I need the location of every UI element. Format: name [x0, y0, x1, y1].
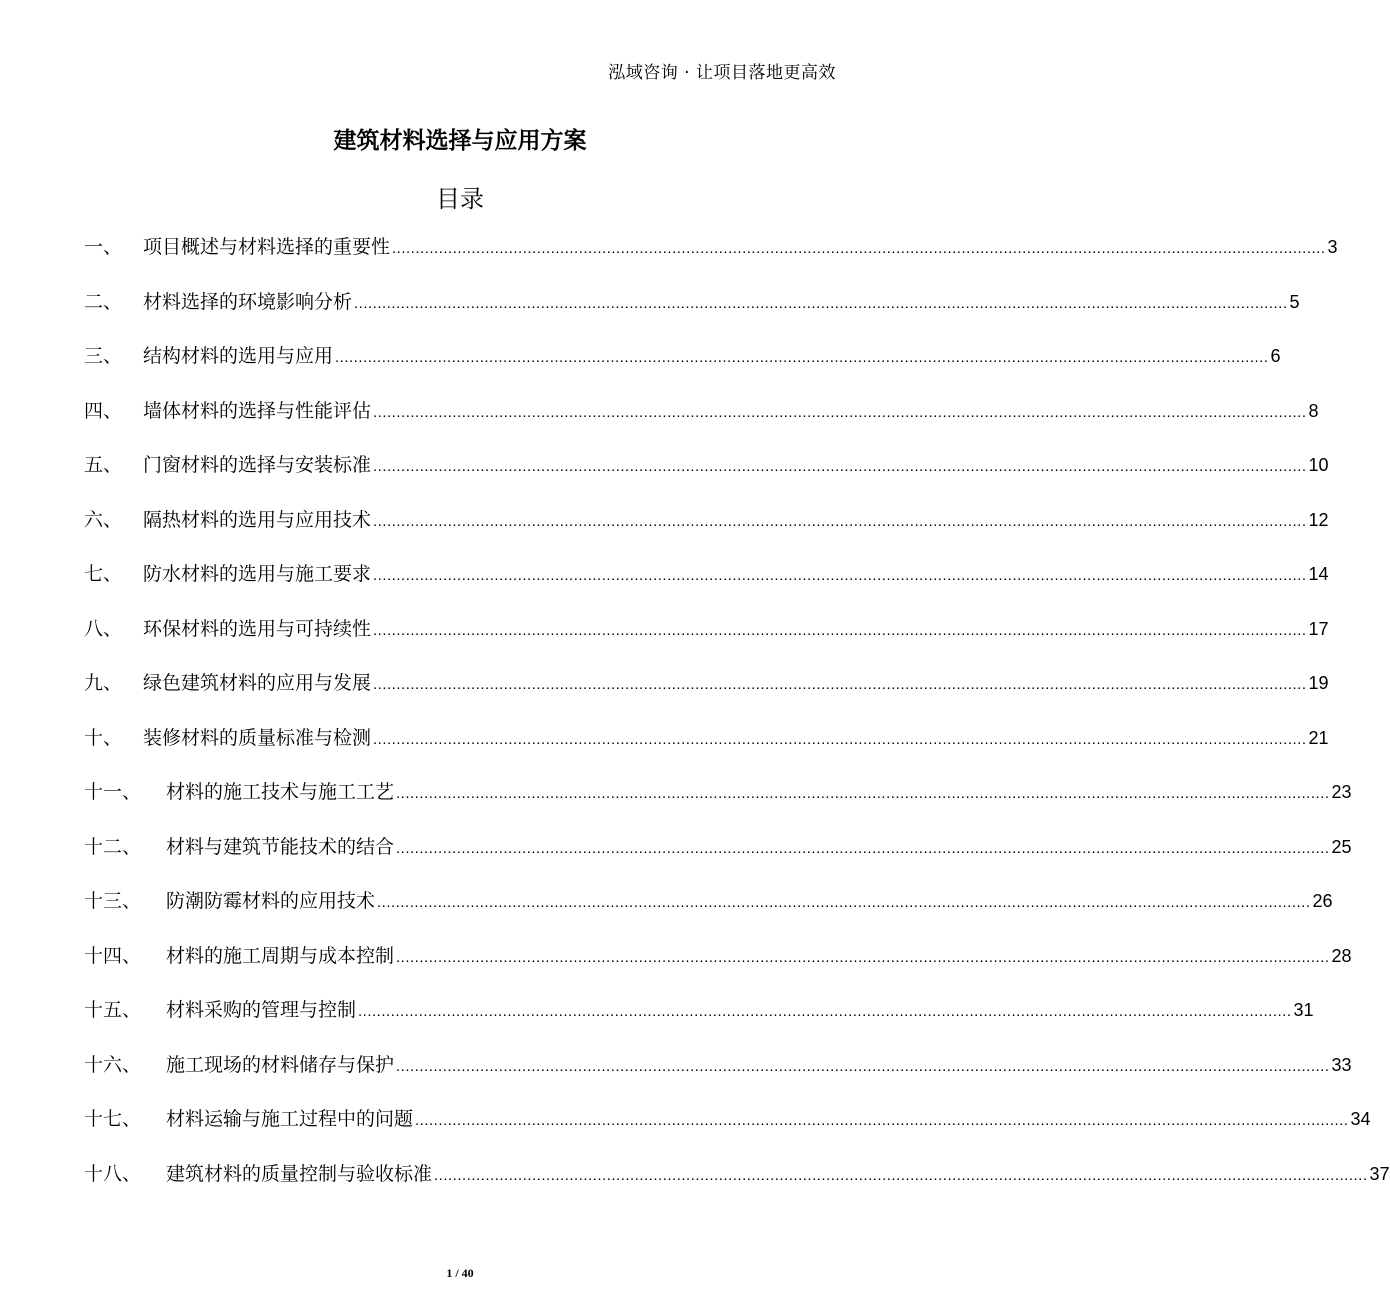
toc-dot-leader: ........................................................................................................................................................................................................ [396, 948, 1330, 966]
toc-entry[interactable] [84, 396, 1319, 451]
toc-entry-title: 建筑材料的质量控制与验收标准 [166, 1162, 433, 1185]
toc-dot-leader: ........................................................................................................................................................................................................ [377, 894, 1311, 911]
toc-entry-number: 四、 [84, 399, 123, 422]
toc-entry-title: 施工现场的材料储存与保护 [166, 1053, 395, 1076]
toc-dot-leader: ........................................................................................................................................................................................................ [373, 621, 1307, 639]
toc-entry-number: 九、 [84, 672, 123, 694]
toc-entry-title: 材料的施工周期与成本控制 [166, 944, 395, 967]
toc-dot-leader: ........................................................................................................................................................................................................ [396, 839, 1330, 857]
toc-entry-number: 十六、 [84, 1053, 142, 1076]
toc-entry-page: 23 [1331, 782, 1352, 802]
toc-entry-page: 17 [1308, 618, 1329, 639]
toc-entry-title: 项目概述与材料选择的重要性 [143, 236, 391, 258]
toc-entry-page: 28 [1331, 945, 1352, 966]
toc-entry[interactable] [84, 777, 1352, 832]
toc-entry-title: 绿色建筑材料的应用与发展 [143, 672, 372, 694]
toc-entry-title: 门窗材料的选择与安装标准 [143, 454, 372, 476]
toc-entry-title: 隔热材料的选用与应用技术 [143, 508, 372, 531]
toc-entry[interactable] [84, 886, 1333, 941]
toc-entry-page: 14 [1308, 564, 1329, 584]
toc-dot-leader: ........................................................................................................................................................................................................ [373, 458, 1307, 475]
toc-entry-number: 八、 [84, 617, 123, 640]
toc-entry-page: 21 [1308, 727, 1329, 748]
toc-entry-page: 26 [1312, 891, 1333, 911]
toc-entry-page: 5 [1289, 291, 1300, 312]
toc-entry[interactable] [84, 1050, 1352, 1105]
toc-entry[interactable] [84, 723, 1329, 778]
toc-entry[interactable] [84, 232, 1338, 287]
toc-dot-leader: ........................................................................................................................................................................................................ [373, 676, 1307, 693]
toc-entry-title: 墙体材料的选择与性能评估 [143, 399, 372, 422]
toc-entry-title: 材料采购的管理与控制 [166, 999, 357, 1021]
toc-entry[interactable] [84, 450, 1329, 505]
toc-entry-number: 一、 [84, 236, 123, 258]
company-slogan: 泓域咨询 · 让项目落地更高效 [608, 63, 836, 83]
toc-entry-number: 二、 [84, 290, 123, 313]
toc-entry-page: 31 [1293, 1000, 1314, 1020]
toc-entry-number: 五、 [84, 454, 123, 476]
toc-entry-title: 材料与建筑节能技术的结合 [166, 835, 395, 858]
toc-heading: 目录 [436, 185, 484, 213]
toc-dot-leader: ........................................................................................................................................................................................................ [373, 730, 1307, 748]
toc-entry-page: 19 [1308, 673, 1329, 693]
toc-entry-number: 十五、 [84, 999, 142, 1021]
toc-entry-number: 十四、 [84, 944, 142, 967]
toc-entry-number: 十八、 [84, 1162, 142, 1185]
toc-entry-number: 七、 [84, 563, 123, 585]
toc-entry-number: 三、 [84, 345, 123, 367]
toc-entry[interactable] [84, 832, 1352, 887]
toc-entry[interactable] [84, 941, 1352, 996]
toc-entry-number: 十一、 [84, 781, 142, 803]
toc-entry[interactable] [84, 287, 1300, 342]
toc-dot-leader: ........................................................................................................................................................................................................ [373, 567, 1307, 584]
toc-entry[interactable] [84, 995, 1314, 1050]
toc-entry-title: 防水材料的选用与施工要求 [143, 563, 372, 585]
document-title: 建筑材料选择与应用方案 [333, 128, 587, 154]
toc-dot-leader: ........................................................................................................................................................................................................ [396, 1057, 1330, 1075]
toc-dot-leader: ........................................................................................................................................................................................................ [392, 240, 1326, 257]
toc-dot-leader: ........................................................................................................................................................................................................ [354, 294, 1288, 312]
toc-dot-leader: ........................................................................................................................................................................................................ [335, 349, 1269, 366]
toc-entry[interactable] [84, 1104, 1371, 1159]
toc-dot-leader: ........................................................................................................................................................................................................ [396, 785, 1330, 802]
toc-entry-number: 十三、 [84, 890, 142, 912]
toc-entry-number: 十二、 [84, 835, 142, 858]
toc-entry-page: 10 [1308, 455, 1329, 475]
toc-entry-title: 材料选择的环境影响分析 [143, 290, 353, 313]
table-of-contents [84, 232, 1390, 1213]
toc-entry[interactable] [84, 341, 1281, 396]
toc-entry-page: 34 [1350, 1109, 1371, 1129]
toc-entry-page: 6 [1270, 346, 1281, 366]
toc-dot-leader: ........................................................................................................................................................................................................ [434, 1166, 1368, 1184]
toc-entry-title: 环保材料的选用与可持续性 [143, 617, 372, 640]
toc-entry-page: 12 [1308, 509, 1329, 530]
toc-entry-title: 材料运输与施工过程中的问题 [166, 1108, 414, 1130]
toc-entry-title: 防潮防霉材料的应用技术 [166, 890, 376, 912]
toc-entry[interactable] [84, 614, 1329, 669]
page-number: 1 / 40 [446, 1266, 474, 1280]
toc-dot-leader: ........................................................................................................................................................................................................ [373, 403, 1307, 421]
toc-entry-page: 8 [1308, 400, 1319, 421]
toc-entry-page: 25 [1331, 836, 1352, 857]
toc-dot-leader: ........................................................................................................................................................................................................ [415, 1112, 1349, 1129]
toc-dot-leader: ........................................................................................................................................................................................................ [373, 512, 1307, 530]
toc-entry-page: 37 [1369, 1163, 1390, 1184]
toc-entry[interactable] [84, 505, 1329, 560]
toc-entry[interactable] [84, 559, 1329, 614]
toc-entry-title: 结构材料的选用与应用 [143, 345, 334, 367]
toc-entry-title: 材料的施工技术与施工工艺 [166, 781, 395, 803]
toc-entry-page: 3 [1327, 237, 1338, 257]
toc-entry-page: 33 [1331, 1054, 1352, 1075]
toc-entry-title: 装修材料的质量标准与检测 [143, 726, 372, 749]
toc-entry-number: 六、 [84, 508, 123, 531]
toc-entry-number: 十七、 [84, 1108, 142, 1130]
toc-dot-leader: ........................................................................................................................................................................................................ [358, 1003, 1292, 1020]
toc-entry-number: 十、 [84, 726, 123, 749]
toc-entry[interactable] [84, 1159, 1390, 1214]
toc-entry[interactable] [84, 668, 1329, 723]
